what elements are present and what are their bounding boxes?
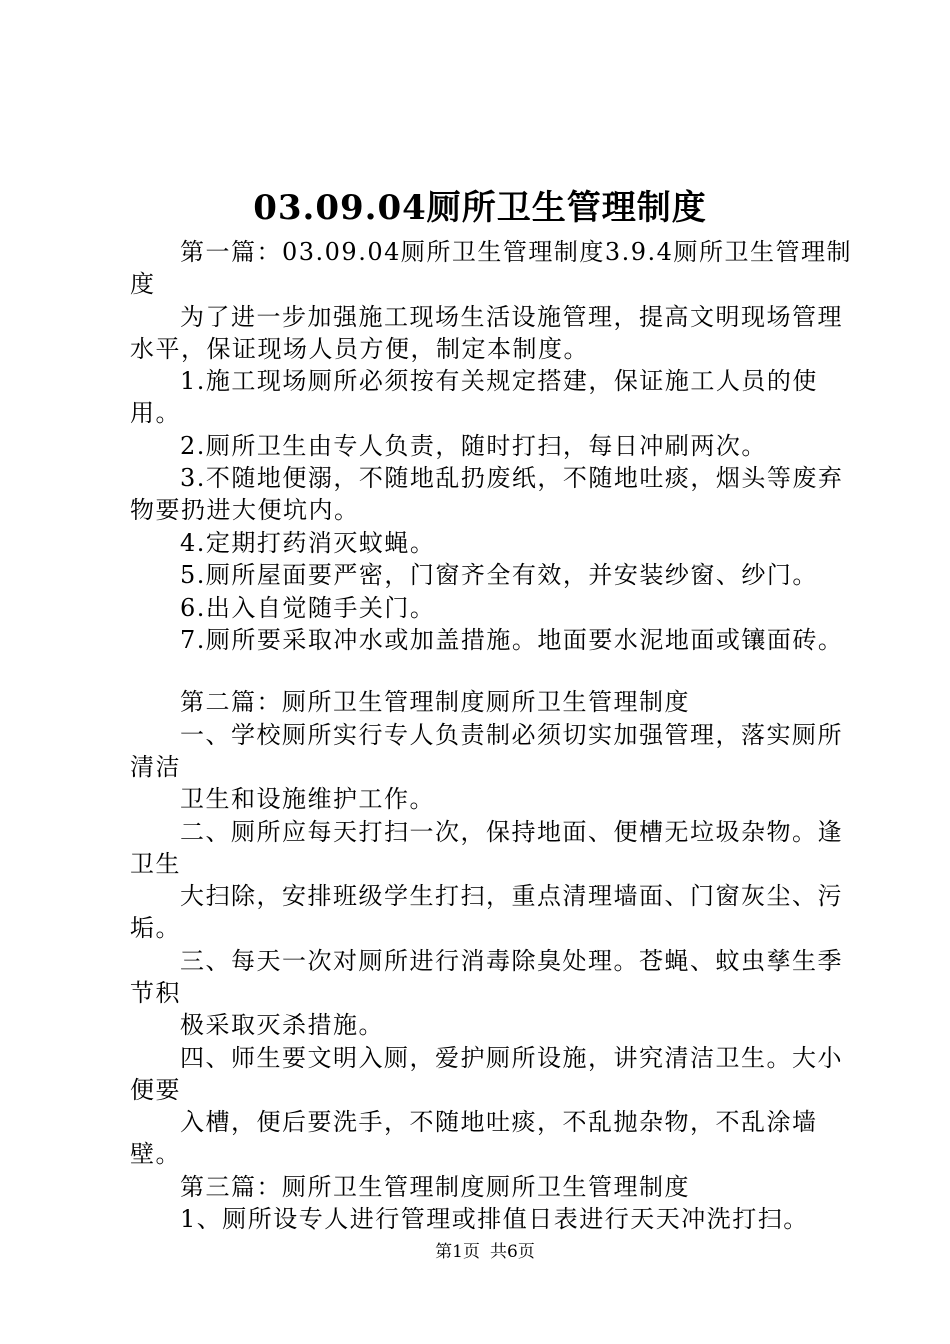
paragraph: 二、厕所应每天打扫一次，保持地面、便槽无垃圾杂物。逢卫生 xyxy=(130,817,843,878)
paragraph: 入槽，便后要洗手，不随地吐痰，不乱抛杂物，不乱涂墙壁。 xyxy=(130,1108,818,1168)
paragraph: 1.施工现场厕所必须按有关规定搭建，保证施工人员的使用。 xyxy=(130,367,818,427)
paragraph: 一、学校厕所实行专人负责制必须切实加强管理，落实厕所清洁 xyxy=(130,720,843,781)
paragraph: 2.厕所卫生由专人负责，随时打扫，每日冲刷两次。 xyxy=(180,431,767,460)
page-total: 共6页 xyxy=(490,1242,535,1262)
paragraph: 5.厕所屋面要严密，门窗齐全有效，并安装纱窗、纱门。 xyxy=(180,561,818,589)
paragraph: 三、每天一次对厕所进行消毒除臭处理。苍蝇、蚊虫孳生季节积 xyxy=(130,946,843,1007)
paragraph: 第一篇：03.09.04厕所卫生管理制度3.9.4厕所卫生管理制度 xyxy=(130,238,852,298)
paragraph: 四、师生要文明入厕，爱护厕所设施，讲究清洁卫生。大小便要 xyxy=(130,1043,843,1104)
document-body xyxy=(130,236,855,1236)
paragraph: 1、厕所设专人进行管理或排值日表进行天天冲洗打扫。 xyxy=(180,1205,809,1233)
document-title: 03.09.04厕所卫生管理制度 xyxy=(253,188,707,228)
paragraph: 7.厕所要采取冲水或加盖措施。地面要水泥地面或镶面砖。 xyxy=(180,626,844,654)
paragraph: 卫生和设施维护工作。 xyxy=(180,785,435,813)
page-footer xyxy=(0,1240,950,1264)
page-number: 第1页 xyxy=(435,1242,480,1262)
paragraph: 极采取灭杀措施。 xyxy=(180,1011,384,1039)
paragraph: 4.定期打药消灭蚊蝇。 xyxy=(180,528,436,557)
paragraph: 大扫除，安排班级学生打扫，重点清理墙面、门窗灰尘、污垢。 xyxy=(130,882,843,942)
paragraph: 3.不随地便溺，不随地乱扔废纸，不随地吐痰，烟头等废弃物要扔进大便坑内。 xyxy=(130,464,844,524)
paragraph: 6.出入自觉随手关门。 xyxy=(180,593,436,622)
paragraph: 为了进一步加强施工现场生活设施管理，提高文明现场管理水平，保证现场人员方便，制定本制度。 xyxy=(130,302,843,363)
section-heading: 第二篇：厕所卫生管理制度厕所卫生管理制度 xyxy=(180,688,690,716)
section-heading: 第三篇：厕所卫生管理制度厕所卫生管理制度 xyxy=(180,1172,690,1201)
